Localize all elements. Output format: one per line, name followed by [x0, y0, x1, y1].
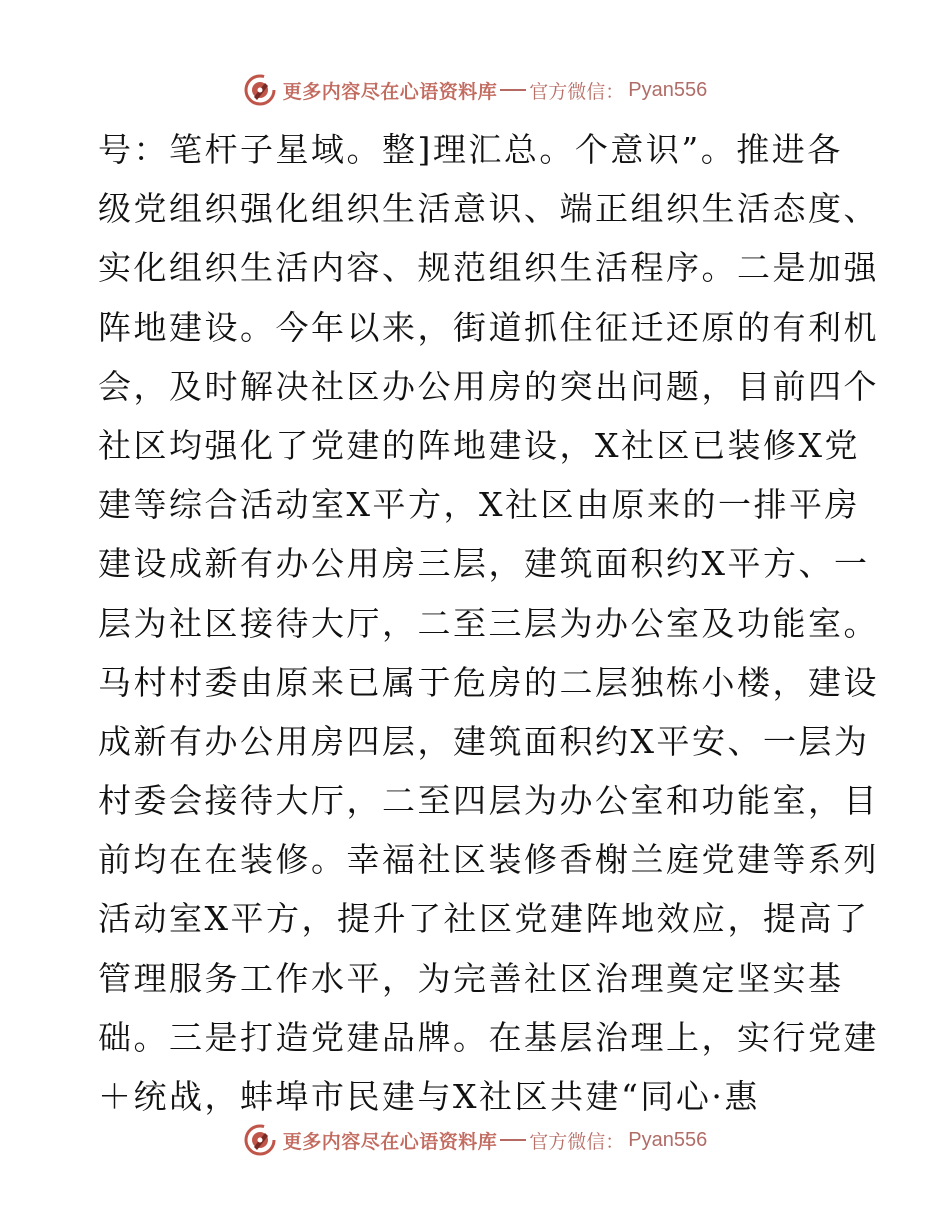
- pen-logo-icon: [243, 1123, 277, 1157]
- wechat-label: 官方微信：: [529, 1130, 625, 1153]
- footer-watermark-banner: [0, 1120, 950, 1160]
- pen-logo-icon: [243, 73, 277, 107]
- document-body: [98, 120, 879, 1126]
- banner-dash: [500, 1139, 526, 1141]
- text-line: 前均在在装修。幸福社区装修香榭兰庭党建等系列: [98, 840, 879, 880]
- text-line: 建等综合活动室X平方，X社区由原来的一排平房: [98, 485, 860, 525]
- text-line: 会，及时解决社区办公用房的突出问题，目前四个: [98, 366, 879, 406]
- text-line: 社区均强化了党建的阵地建设，X社区已装修X党: [98, 425, 860, 465]
- text-line: 马村村委由原来已属于危房的二层独栋小楼，建设: [98, 662, 879, 702]
- wechat-label: 官方微信：: [529, 80, 625, 103]
- text-line: 成新有办公用房四层，建筑面积约X平安、一层为: [98, 721, 870, 761]
- banner-dash: [500, 89, 526, 91]
- wechat-id: Pyan556: [628, 1128, 708, 1151]
- text-line: 活动室X平方，提升了社区党建阵地效应，提高了: [98, 899, 870, 939]
- text-line: 建设成新有办公用房三层，建筑面积约X平方、一: [98, 544, 870, 584]
- text-line: 号：笔杆子星域。整]理汇总。个意识”。推进各: [98, 130, 843, 169]
- text-line: ＋统战，蚌埠市民建与X社区共建“同心·惠: [98, 1077, 760, 1116]
- text-line: 村委会接待大厅，二至四层为办公室和功能室，目: [98, 781, 879, 821]
- site-name-text: 更多内容尽在心语资料库: [282, 1130, 498, 1153]
- site-name-text: 更多内容尽在心语资料库: [282, 80, 498, 103]
- text-line: 础。三是打造党建品牌。在基层治理上，实行党建: [98, 1017, 879, 1057]
- text-line: 阵地建设。今年以来，街道抓住征迁还原的有利机: [98, 307, 879, 347]
- text-line: 实化组织生活内容、规范组织生活程序。二是加强: [98, 248, 879, 288]
- text-line: 级党组织强化组织生活意识、端正组织生活态度、: [98, 189, 879, 229]
- text-line: 层为社区接待大厅，二至三层为办公室及功能室。: [98, 603, 879, 643]
- text-line: 管理服务工作水平，为完善社区治理奠定坚实基: [98, 958, 844, 998]
- header-watermark-banner: [0, 70, 950, 110]
- wechat-id: Pyan556: [628, 78, 708, 101]
